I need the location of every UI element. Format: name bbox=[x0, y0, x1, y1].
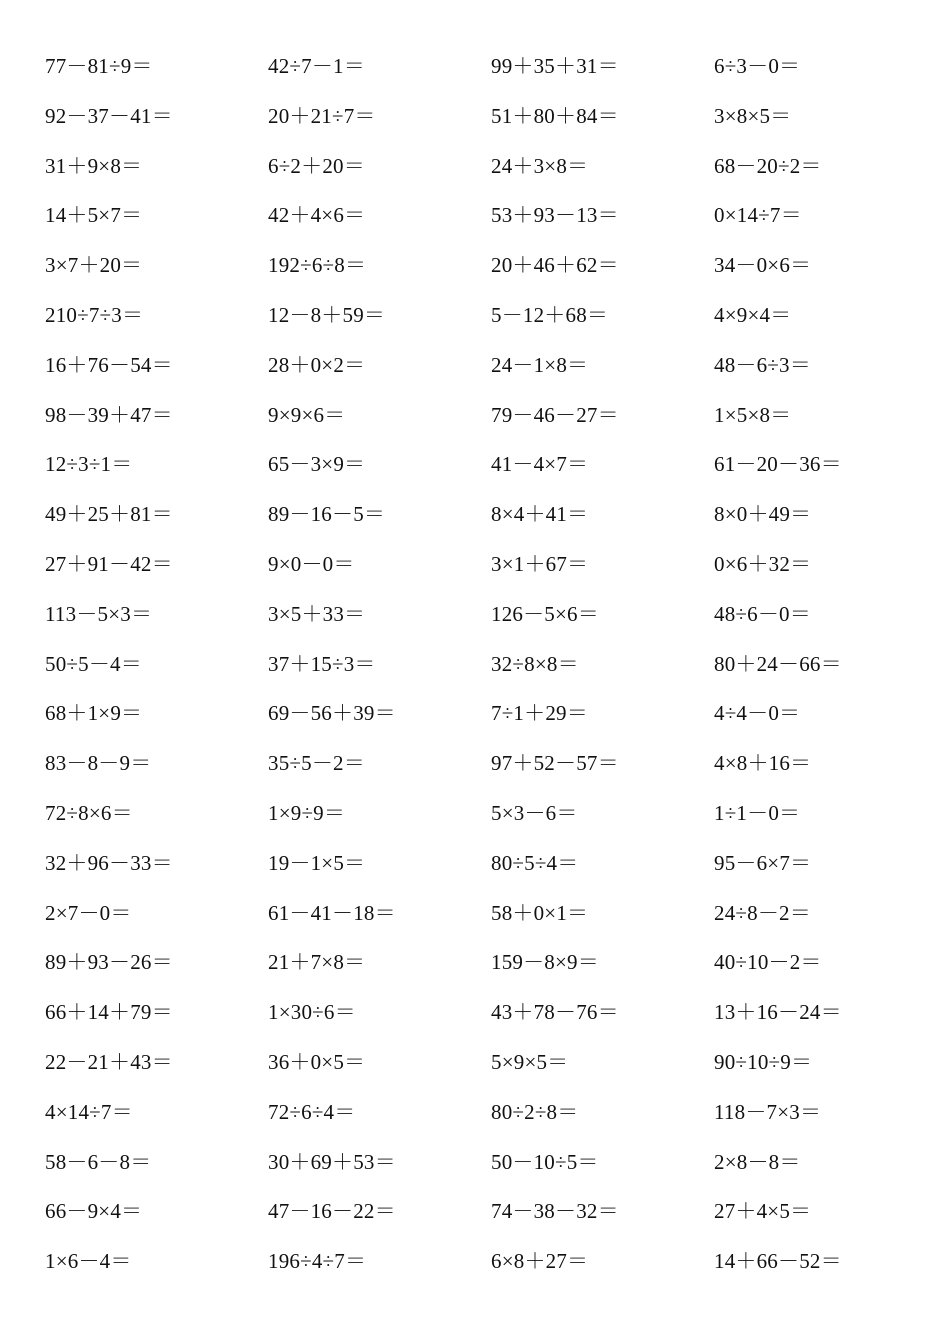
problem-r12-c3: 126－5×6＝ bbox=[491, 602, 599, 626]
problem-r13-c4: 80＋24－66＝ bbox=[714, 652, 842, 676]
problem-r3-c1: 31＋9×8＝ bbox=[45, 154, 143, 178]
problem-r15-c1: 83－8－9＝ bbox=[45, 751, 152, 775]
problem-r10-c2: 89－16－5＝ bbox=[268, 502, 386, 526]
problem-r5-c4: 34－0×6＝ bbox=[714, 253, 812, 277]
problem-r5-c1: 3×7＋20＝ bbox=[45, 253, 143, 277]
problem-r11-c4: 0×6＋32＝ bbox=[714, 552, 812, 576]
problem-r6-c1: 210÷7÷3＝ bbox=[45, 303, 144, 327]
problem-r3-c3: 24＋3×8＝ bbox=[491, 154, 589, 178]
problem-r23-c1: 58－6－8＝ bbox=[45, 1150, 152, 1174]
problem-r10-c4: 8×0＋49＝ bbox=[714, 502, 812, 526]
problem-r13-c1: 50÷5－4＝ bbox=[45, 652, 142, 676]
problem-r24-c2: 47－16－22＝ bbox=[268, 1199, 396, 1223]
problem-r21-c3: 5×9×5＝ bbox=[491, 1050, 569, 1074]
problem-r10-c1: 49＋25＋81＝ bbox=[45, 502, 173, 526]
problem-r24-c4: 27＋4×5＝ bbox=[714, 1199, 812, 1223]
problem-r22-c3: 80÷2÷8＝ bbox=[491, 1100, 579, 1124]
problem-r18-c2: 61－41－18＝ bbox=[268, 901, 396, 925]
problem-r19-c1: 89＋93－26＝ bbox=[45, 950, 173, 974]
problem-r16-c1: 72÷8×6＝ bbox=[45, 801, 133, 825]
problem-r18-c1: 2×7－0＝ bbox=[45, 901, 132, 925]
problem-r2-c3: 51＋80＋84＝ bbox=[491, 104, 619, 128]
problem-r16-c3: 5×3－6＝ bbox=[491, 801, 578, 825]
problem-r22-c1: 4×14÷7＝ bbox=[45, 1100, 133, 1124]
problem-r23-c2: 30＋69＋53＝ bbox=[268, 1150, 396, 1174]
problem-r11-c1: 27＋91－42＝ bbox=[45, 552, 173, 576]
problem-r8-c1: 98－39＋47＝ bbox=[45, 403, 173, 427]
problem-r6-c3: 5－12＋68＝ bbox=[491, 303, 609, 327]
problem-r22-c2: 72÷6÷4＝ bbox=[268, 1100, 356, 1124]
problem-r25-c1: 1×6－4＝ bbox=[45, 1249, 132, 1273]
problem-r11-c3: 3×1＋67＝ bbox=[491, 552, 589, 576]
problem-r4-c3: 53＋93－13＝ bbox=[491, 203, 619, 227]
problem-r25-c2: 196÷4÷7＝ bbox=[268, 1249, 367, 1273]
problem-r7-c1: 16＋76－54＝ bbox=[45, 353, 173, 377]
problem-r1-c3: 99＋35＋31＝ bbox=[491, 54, 619, 78]
problem-r11-c2: 9×0－0＝ bbox=[268, 552, 355, 576]
problem-r15-c3: 97＋52－57＝ bbox=[491, 751, 619, 775]
problem-r7-c3: 24－1×8＝ bbox=[491, 353, 589, 377]
problem-r8-c4: 1×5×8＝ bbox=[714, 403, 792, 427]
problem-r2-c4: 3×8×5＝ bbox=[714, 104, 792, 128]
problem-r15-c4: 4×8＋16＝ bbox=[714, 751, 812, 775]
problem-r1-c2: 42÷7－1＝ bbox=[268, 54, 365, 78]
problem-r9-c3: 41－4×7＝ bbox=[491, 452, 589, 476]
problem-r10-c3: 8×4＋41＝ bbox=[491, 502, 589, 526]
problem-r4-c1: 14＋5×7＝ bbox=[45, 203, 143, 227]
problem-r25-c3: 6×8＋27＝ bbox=[491, 1249, 589, 1273]
problem-r12-c4: 48÷6－0＝ bbox=[714, 602, 811, 626]
problem-r4-c2: 42＋4×6＝ bbox=[268, 203, 366, 227]
problem-r14-c2: 69－56＋39＝ bbox=[268, 701, 396, 725]
problem-r7-c4: 48－6÷3＝ bbox=[714, 353, 811, 377]
problem-r16-c4: 1÷1－0＝ bbox=[714, 801, 801, 825]
problem-r2-c2: 20＋21÷7＝ bbox=[268, 104, 376, 128]
problem-r15-c2: 35÷5－2＝ bbox=[268, 751, 365, 775]
problem-r3-c2: 6÷2＋20＝ bbox=[268, 154, 365, 178]
problem-r20-c3: 43＋78－76＝ bbox=[491, 1000, 619, 1024]
problem-r20-c1: 66＋14＋79＝ bbox=[45, 1000, 173, 1024]
problem-r24-c3: 74－38－32＝ bbox=[491, 1199, 619, 1223]
problem-r9-c2: 65－3×9＝ bbox=[268, 452, 366, 476]
problem-r22-c4: 118－7×3＝ bbox=[714, 1100, 822, 1124]
problem-r2-c1: 92－37－41＝ bbox=[45, 104, 173, 128]
problem-r17-c2: 19－1×5＝ bbox=[268, 851, 366, 875]
problem-r19-c4: 40÷10－2＝ bbox=[714, 950, 822, 974]
problem-r5-c3: 20＋46＋62＝ bbox=[491, 253, 619, 277]
problem-r8-c2: 9×9×6＝ bbox=[268, 403, 346, 427]
problem-r1-c1: 77－81÷9＝ bbox=[45, 54, 153, 78]
problem-r19-c2: 21＋7×8＝ bbox=[268, 950, 366, 974]
problem-r20-c2: 1×30÷6＝ bbox=[268, 1000, 356, 1024]
problem-r25-c4: 14＋66－52＝ bbox=[714, 1249, 842, 1273]
problem-r4-c4: 0×14÷7＝ bbox=[714, 203, 802, 227]
problem-r9-c1: 12÷3÷1＝ bbox=[45, 452, 133, 476]
problem-r18-c3: 58＋0×1＝ bbox=[491, 901, 589, 925]
problem-r14-c4: 4÷4－0＝ bbox=[714, 701, 801, 725]
problem-r20-c4: 13＋16－24＝ bbox=[714, 1000, 842, 1024]
problem-r8-c3: 79－46－27＝ bbox=[491, 403, 619, 427]
problem-r21-c4: 90÷10÷9＝ bbox=[714, 1050, 813, 1074]
problem-r17-c4: 95－6×7＝ bbox=[714, 851, 812, 875]
problem-r12-c1: 113－5×3＝ bbox=[45, 602, 153, 626]
problem-r24-c1: 66－9×4＝ bbox=[45, 1199, 143, 1223]
problem-r14-c1: 68＋1×9＝ bbox=[45, 701, 143, 725]
problem-r23-c3: 50－10÷5＝ bbox=[491, 1150, 599, 1174]
problem-r6-c4: 4×9×4＝ bbox=[714, 303, 792, 327]
problem-r7-c2: 28＋0×2＝ bbox=[268, 353, 366, 377]
problem-r18-c4: 24÷8－2＝ bbox=[714, 901, 811, 925]
problem-r13-c2: 37＋15÷3＝ bbox=[268, 652, 376, 676]
problem-r23-c4: 2×8－8＝ bbox=[714, 1150, 801, 1174]
problem-r17-c1: 32＋96－33＝ bbox=[45, 851, 173, 875]
problem-r1-c4: 6÷3－0＝ bbox=[714, 54, 801, 78]
problem-r13-c3: 32÷8×8＝ bbox=[491, 652, 579, 676]
problem-r21-c1: 22－21＋43＝ bbox=[45, 1050, 173, 1074]
problem-r16-c2: 1×9÷9＝ bbox=[268, 801, 346, 825]
problem-r14-c3: 7÷1＋29＝ bbox=[491, 701, 588, 725]
problem-r6-c2: 12－8＋59＝ bbox=[268, 303, 386, 327]
problem-r17-c3: 80÷5÷4＝ bbox=[491, 851, 579, 875]
problem-r9-c4: 61－20－36＝ bbox=[714, 452, 842, 476]
problem-r5-c2: 192÷6÷8＝ bbox=[268, 253, 367, 277]
problem-r21-c2: 36＋0×5＝ bbox=[268, 1050, 366, 1074]
problem-r12-c2: 3×5＋33＝ bbox=[268, 602, 366, 626]
problem-r19-c3: 159－8×9＝ bbox=[491, 950, 599, 974]
problem-r3-c4: 68－20÷2＝ bbox=[714, 154, 822, 178]
